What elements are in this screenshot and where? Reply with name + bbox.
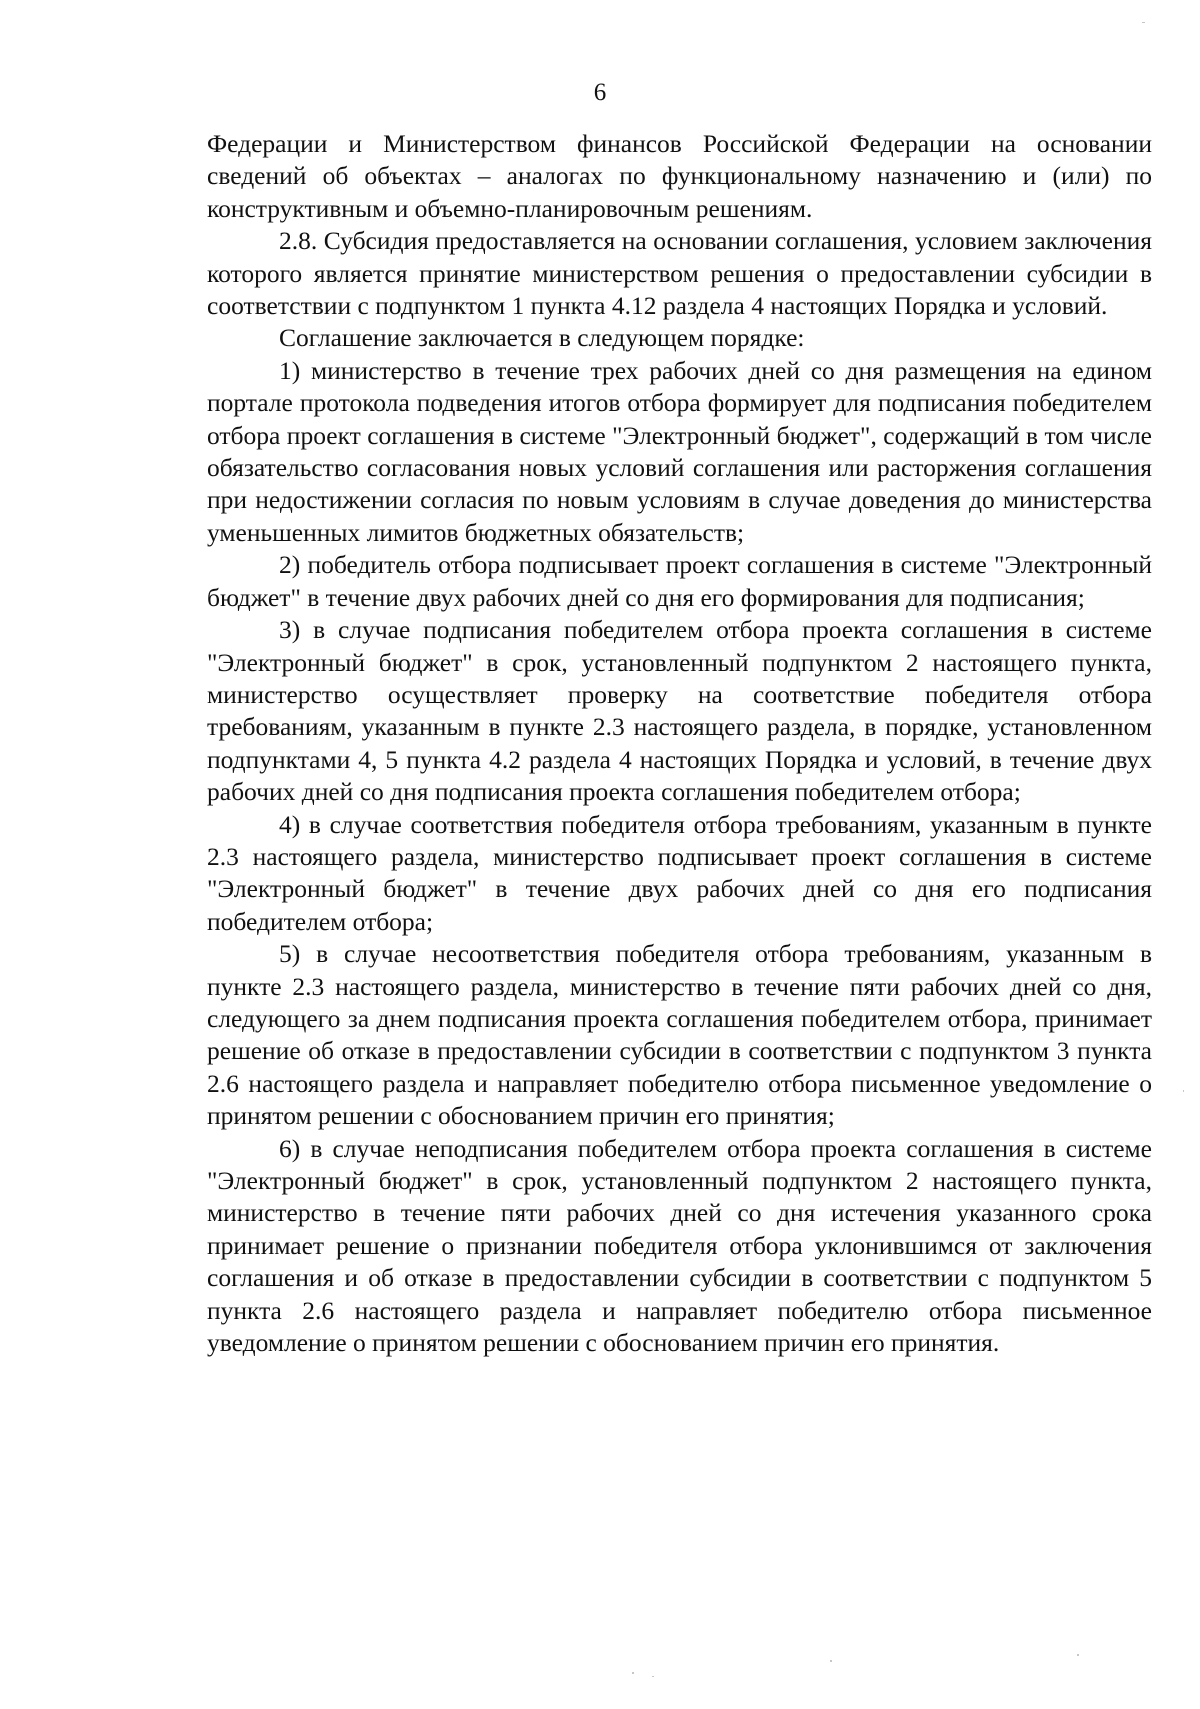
page-number: 6 bbox=[593, 79, 607, 106]
scan-artifact-bottom-3 bbox=[830, 1660, 832, 1662]
document-body bbox=[207, 128, 1152, 1359]
paragraph-item-4: 4) в случае соответствия победителя отбора требованиям, указанным в пункте 2.3 настоящего раздела, министерство подписывает проект соглашения в системе "Электронный бюджет" в течение двух рабочих дней со дня его подписания победителем отбора; bbox=[207, 809, 1152, 936]
scan-artifact-right-edge bbox=[1183, 1090, 1184, 1092]
paragraph-clause-2-8: 2.8. Субсидия предоставляется на основании соглашения, условием заключения которого является принятие министерством решения о предоставлении субсидии в соответствии с подпунктом 1 пункта 4.12 раздела 4 настоящих Порядка и условий. bbox=[207, 226, 1152, 321]
paragraph-item-1: 1) министерство в течение трех рабочих дней со дня размещения на едином портале протокола подведения итогов отбора формирует для подписания победителем отбора проект соглашения в системе "Электронный бюджет", содержащий в том числе обязательство согласования новых условий соглашения или расторжения соглашения при недостижении согласия по новым условиям в случае доведения до министерства уменьшенных лимитов бюджетных обязательств; bbox=[207, 355, 1152, 547]
scan-artifact-top-right bbox=[1142, 22, 1145, 23]
scan-artifact-bottom-4 bbox=[1077, 1654, 1079, 1656]
scan-artifact-bottom-2 bbox=[652, 1676, 654, 1677]
paragraph-agreement-order-intro: Соглашение заключается в следующем порядке: bbox=[279, 323, 805, 353]
paragraph-item-6: 6) в случае неподписания победителем отбора проекта соглашения в системе "Электронный бюджет" в срок, установленный подпунктом 2 настоящего пункта, министерство в течение пяти рабочих дней со дня истечения указанного срока принимает решение о признании победителя отбора уклонившимся от заключения соглашения и об отказе в предоставлении субсидии в соответствии с подпунктом 5 пункта 2.6 настоящего раздела и направляет победителю отбора письменное уведомление о принятом решении с обоснованием причин его принятия. bbox=[207, 1133, 1152, 1358]
scan-artifact-bottom-1 bbox=[632, 1672, 634, 1674]
paragraph-item-5: 5) в случае несоответствия победителя отбора требованиям, указанным в пункте 2.3 настоящего раздела, министерство в течение пяти рабочих дней со дня, следующего за днем подписания проекта соглашения победителем отбора, принимает решение об отказе в предоставлении субсидии в соответствии с подпунктом 3 пункта 2.6 настоящего раздела и направляет победителю отбора письменное уведомление о принятом решении с обоснованием причин его принятия; bbox=[207, 939, 1152, 1131]
paragraph-continuation: Федерации и Министерством финансов Российской Федерации на основании сведений об объектах – аналогах по функциональному назначению и (или) по конструктивным и объемно-планировочным решениям. bbox=[207, 129, 1152, 223]
paragraph-item-2: 2) победитель отбора подписывает проект соглашения в системе "Электронный бюджет" в течение двух рабочих дней со дня его формирования для подписания; bbox=[207, 550, 1152, 612]
paragraph-item-3: 3) в случае подписания победителем отбора проекта соглашения в системе "Электронный бюджет" в срок, установленный подпунктом 2 настоящего пункта, министерство осуществляет проверку на соответствие победителя отбора требованиям, указанным в пункте 2.3 настоящего раздела, в порядке, установленном подпунктами 4, 5 пункта 4.2 раздела 4 настоящих Порядка и условий, в течение двух рабочих дней со дня подписания проекта соглашения победителем отбора; bbox=[207, 615, 1152, 807]
